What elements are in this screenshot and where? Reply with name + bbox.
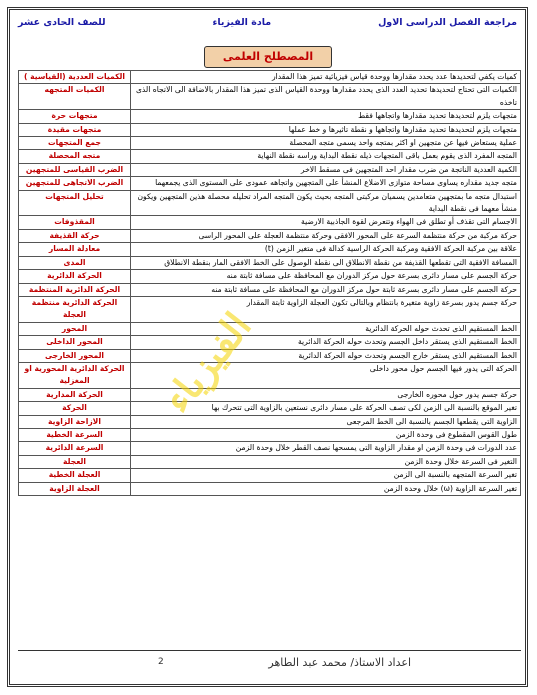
- term-cell: متجهات مقيدة: [19, 123, 131, 136]
- term-cell: معادلة المسار: [19, 243, 131, 256]
- definition-cell: المتجه المفرد الذى يقوم بعمل باقى المتجهات ذيله نقطة البداية وراسه نقطة النهاية: [131, 150, 521, 163]
- definition-cell: الكميات التى تحتاج لتحديدها تحديد العدد الذى يحدد مقدارها ووحدة القياس الذى تميز هذا المقدار بالاضافة الى الاتجاه الذى تاخذه: [131, 84, 521, 110]
- glossary-row: [19, 388, 521, 401]
- definition-cell: الزاوية التى يقطعها الجسم بالنسبة الى الخط المرجعى: [131, 415, 521, 428]
- term-cell: العجلة الخطية: [19, 469, 131, 482]
- term-cell: المحور: [19, 322, 131, 335]
- header-grade: للصف الحادى عشر: [18, 16, 106, 28]
- glossary-row: [19, 177, 521, 190]
- glossary-row: [19, 229, 521, 242]
- definition-cell: الخط المستقيم الذى يستقر خارج الجسم وتحدث حوله الحركة الدائرية: [131, 349, 521, 362]
- definition-cell: علاقة بين مركبة الحركة الافقية ومركبة الحركة الراسية كدالة فى متغير الزمن (t): [131, 243, 521, 256]
- section-title: المصطلح العلمى: [204, 46, 332, 68]
- definition-cell: الخط المستقيم الذى يستقر داخل الجسم وتحدث حوله الحركة الدائرية: [131, 336, 521, 349]
- definition-cell: متجهات يلزم لتحديدها تحديد مقدارها واتجاهها فقط: [131, 110, 521, 123]
- definition-cell: تغير السرعة الزاوية (ω) خلال وحدة الزمن: [131, 482, 521, 495]
- header-subject-review: مراجعة الفصل الدراسى الاول: [378, 16, 517, 28]
- glossary-row: [19, 71, 521, 84]
- page-number: 2: [158, 657, 164, 667]
- term-cell: تحليل المتجهات: [19, 190, 131, 216]
- glossary-row: [19, 402, 521, 415]
- page-footer: [18, 650, 521, 673]
- definition-cell: كميات يكفي لتحديدها عدد يحدد مقدارها ووحدة قياس فيزيائية تميز هذا المقدار: [131, 71, 521, 84]
- term-cell: المحور الداخلى: [19, 336, 131, 349]
- page-header: [12, 12, 523, 32]
- glossary-row: [19, 110, 521, 123]
- definition-cell: حركة جسم يدور بسرعة زاوية متغيرة بانتظام وبالتالى تكون العجلة الزاوية ثابتة المقدار: [131, 296, 521, 322]
- glossary-row: [19, 455, 521, 468]
- definition-cell: استبدال متجه ما بمتجهين متعامدين يسميان مركبتى المتجه بحيث يكون المتجه المراد تحليله محصلة هذين المتجهين ويكون منشأ معهما فى نقطة البداية: [131, 190, 521, 216]
- glossary-row: [19, 163, 521, 176]
- term-cell: الازاحة الزاوية: [19, 415, 131, 428]
- definition-cell: حركة مركبة من حركة منتظمة السرعة على المحور الافقى وحركة منتظمة العجلة على المحور الراسى: [131, 229, 521, 242]
- term-cell: الكميات العددية (القياسية ): [19, 71, 131, 84]
- definition-cell: طول القوس المقطوع فى وحدة الزمن: [131, 428, 521, 441]
- footer-author: اعداد الاستاذ/ محمد عبد الطاهر: [268, 655, 411, 669]
- glossary-row: [19, 84, 521, 110]
- definition-cell: حركة الجسم على مسار دائرى بسرعة حول مركز الدوران مع المحافظة على مسافة ثابتة منه: [131, 270, 521, 283]
- glossary-row: [19, 137, 521, 150]
- term-cell: العجلة الزاوية: [19, 482, 131, 495]
- term-cell: المدى: [19, 256, 131, 269]
- term-cell: المقذوفات: [19, 216, 131, 229]
- glossary-row: [19, 190, 521, 216]
- definition-cell: الكمية العددية الناتجة من ضرب مقدار احد المتجهين فى مسقط الاخر: [131, 163, 521, 176]
- glossary-row: [19, 270, 521, 283]
- term-cell: الحركة الدائرية المحورية او المغزلية: [19, 362, 131, 388]
- term-cell: متجهات حرة: [19, 110, 131, 123]
- term-cell: الضرب الاتجاهى للمتجهين: [19, 177, 131, 190]
- term-cell: جمع المتجهات: [19, 137, 131, 150]
- glossary-row: [19, 283, 521, 296]
- definition-cell: عملية يستعاض فيها عن متجهين او اكثر بمتجه واحد يسمى متجه المحصلة: [131, 137, 521, 150]
- definition-cell: الاجسام التى تقذف أو تطلق فى الهواء وتتعرض لقوة الجاذبية الارضية: [131, 216, 521, 229]
- glossary-row: [19, 362, 521, 388]
- glossary-row: [19, 349, 521, 362]
- term-cell: الحركة الدائرية: [19, 270, 131, 283]
- glossary-row: [19, 415, 521, 428]
- glossary-row: [19, 336, 521, 349]
- header-subject: مادة الفيزياء: [212, 16, 272, 28]
- glossary-row: [19, 150, 521, 163]
- glossary-row: [19, 482, 521, 495]
- definition-cell: تغير الموقع بالنسبة الى الزمن لكى تصف الحركة على مسار دائرى نستعين بالزاوية التى تتحرك بها: [131, 402, 521, 415]
- definition-cell: الخط المستقيم الذى تحدث حوله الحركة الدائرية: [131, 322, 521, 335]
- glossary-row: [19, 123, 521, 136]
- glossary-row: [19, 256, 521, 269]
- term-cell: الكميات المتجهه: [19, 84, 131, 110]
- term-cell: الحركة المدارية: [19, 388, 131, 401]
- term-cell: حركة القذيفة: [19, 229, 131, 242]
- term-cell: المحور الخارجى: [19, 349, 131, 362]
- definition-cell: حركة جسم يدور حول محوره الخارجى: [131, 388, 521, 401]
- term-cell: السرعة الخطية: [19, 428, 131, 441]
- glossary-row: [19, 216, 521, 229]
- glossary-row: [19, 428, 521, 441]
- definition-cell: التغير فى السرعة خلال وحدة الزمن: [131, 455, 521, 468]
- watermark-text: الفيزياء: [154, 303, 260, 422]
- definition-cell: الحركة التى يدور فيها الجسم حول محور داخلى: [131, 362, 521, 388]
- term-cell: متجه المحصلة: [19, 150, 131, 163]
- glossary-row: [19, 469, 521, 482]
- glossary-row: [19, 442, 521, 455]
- term-cell: السرعة الدائرية: [19, 442, 131, 455]
- glossary-row: [19, 243, 521, 256]
- term-cell: العجلة: [19, 455, 131, 468]
- definition-cell: متجه جديد مقداره يساوى مساحة متوازى الاضلاع المنشأ على المتجهين واتجاهه عمودى على المستوى الذى يجمعهما: [131, 177, 521, 190]
- definition-cell: حركة الجسم على مسار دائرى بسرعة ثابتة حول مركز الدوران مع المحافظة على مسافة ثابتة منه: [131, 283, 521, 296]
- term-cell: الضرب القياسى للمتجهين: [19, 163, 131, 176]
- definition-cell: تغير السرعة المتجهه بالنسبة الى الزمن: [131, 469, 521, 482]
- definition-cell: المسافة الافقية التى تقطعها القذيفة من نقطة الانطلاق الى نقطة الوصول على الخط الافقى المار بنقطة الانطلاق: [131, 256, 521, 269]
- term-cell: الحركة الدائرية المنتظمة: [19, 283, 131, 296]
- glossary-row: [19, 296, 521, 322]
- glossary-table: [18, 70, 521, 496]
- term-cell: الحركة: [19, 402, 131, 415]
- glossary-row: [19, 322, 521, 335]
- term-cell: الحركة الدائرية منتظمة العجلة: [19, 296, 131, 322]
- definition-cell: عدد الدورات فى وحدة الزمن او مقدار الزاوية التى يمسحها نصف القطر خلال وحدة الزمن: [131, 442, 521, 455]
- definition-cell: متجهات يلزم لتحديدها تحديد مقدارها واتجاهها و نقطة تاثيرها و خط عملها: [131, 123, 521, 136]
